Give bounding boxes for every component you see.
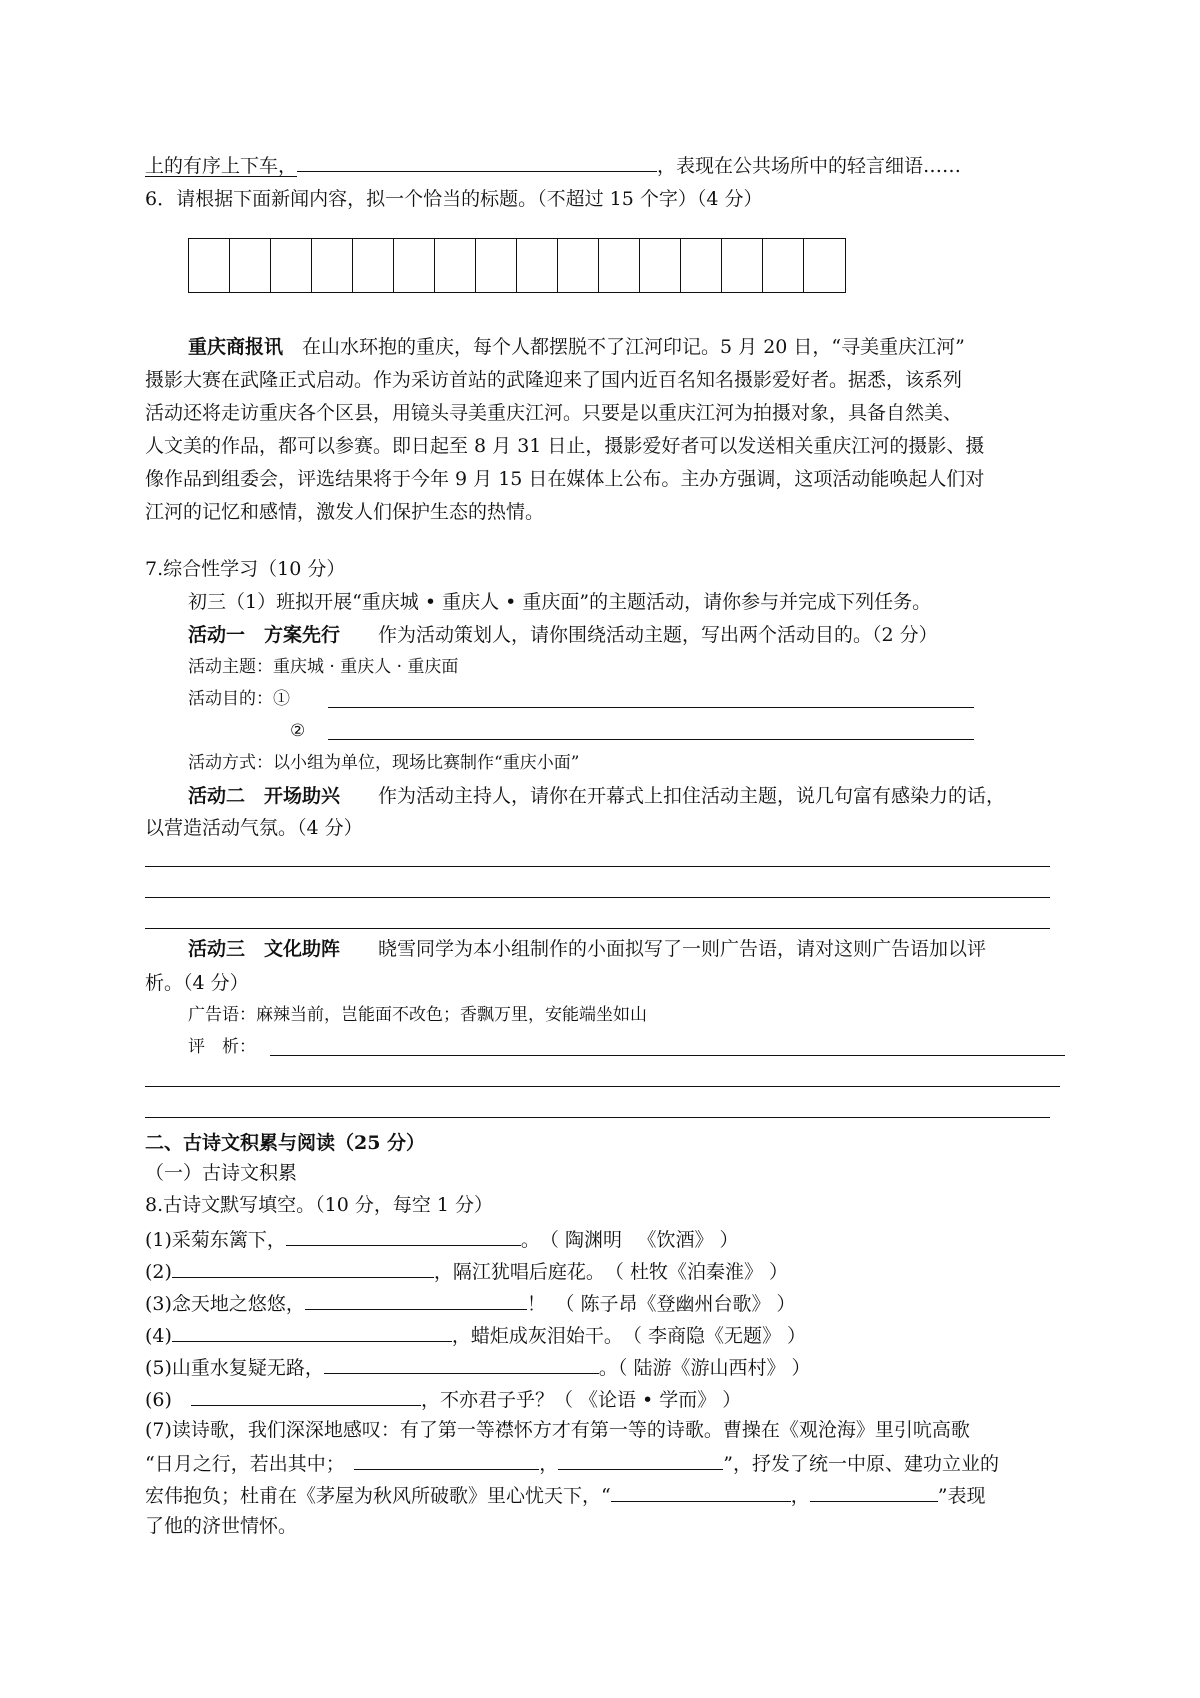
poem-blank-3[interactable] — [305, 1289, 527, 1310]
grid-cell[interactable] — [640, 239, 681, 292]
section-2-title: 二、古诗文积累与阅读（25 分） — [145, 1132, 426, 1154]
q5-tail-line — [145, 151, 961, 179]
q5-tail-end: ，表现在公共场所中的轻言细语…… — [657, 155, 962, 177]
act2-answer-line-3[interactable] — [145, 928, 1050, 929]
poem-item-5: (5)山重水复疑无路， 。（ 陆游《游山西村》 ） — [145, 1353, 811, 1381]
poem-blank-7b[interactable] — [558, 1449, 723, 1470]
review-blank-1[interactable] — [270, 1055, 1065, 1056]
purpose-1-blank[interactable] — [328, 707, 974, 708]
headline-grid[interactable] — [188, 238, 846, 293]
news-line-4: 人文美的作品，都可以参赛。即日起至 8 月 31 日止，摄影爱好者可以发送相关重庆江河的摄影、摄 — [145, 435, 985, 457]
grid-cell[interactable] — [722, 239, 763, 292]
poem-blank-7c[interactable] — [611, 1481, 791, 1502]
review-blank-2[interactable] — [145, 1086, 1060, 1087]
poem-blank-2[interactable] — [172, 1257, 434, 1278]
poem-blank-6[interactable] — [191, 1385, 421, 1406]
q5-answer-blank[interactable] — [297, 151, 657, 172]
grid-cell[interactable] — [189, 239, 230, 292]
activity-1: 活动一 方案先行 作为活动策划人，请你围绕活动主题，写出两个活动目的。（2 分） — [188, 624, 938, 646]
news-source: 重庆商报讯 — [188, 336, 284, 358]
grid-cell[interactable] — [394, 239, 435, 292]
purpose-1-label: 活动目的：① — [188, 689, 290, 709]
grid-cell[interactable] — [599, 239, 640, 292]
grid-cell[interactable] — [312, 239, 353, 292]
poem-item-7-line-3: 宏伟抱负；杜甫在《茅屋为秋风所破歌》里心忧天下，“ ， ”表现 — [145, 1481, 985, 1509]
news-line-2: 摄影大赛在武隆正式启动。作为采访首站的武隆迎来了国内近百名知名摄影爱好者。据悉，该系列 — [145, 369, 963, 391]
q5-tail-start: 上的有序上下车， — [145, 155, 298, 177]
poem-item-7-line-4: 了他的济世情怀。 — [145, 1515, 298, 1537]
grid-cell[interactable] — [517, 239, 558, 292]
poem-blank-7a[interactable] — [354, 1449, 539, 1470]
act2-answer-line-1[interactable] — [145, 866, 1050, 867]
grid-cell[interactable] — [476, 239, 517, 292]
news-line-6: 江河的记忆和感情，激发人们保护生态的热情。 — [145, 501, 545, 523]
grid-cell[interactable] — [558, 239, 599, 292]
purpose-2-blank[interactable] — [328, 739, 974, 740]
review-blank-3[interactable] — [145, 1117, 1050, 1118]
grid-cell[interactable] — [353, 239, 394, 292]
grid-cell[interactable] — [681, 239, 722, 292]
poem-blank-7d[interactable] — [810, 1481, 938, 1502]
activity-3: 活动三 文化助阵 晓雪同学为本小组制作的小面拟写了一则广告语，请对这则广告语加以评 — [188, 938, 987, 960]
poem-blank-4[interactable] — [172, 1321, 452, 1342]
activity-theme: 活动主题：重庆城 · 重庆人 · 重庆面 — [188, 657, 459, 677]
section-2-sub: （一）古诗文积累 — [145, 1162, 298, 1184]
activity-2: 活动二 开场助兴 作为活动主持人，请你在开幕式上扣住活动主题，说几句富有感染力的话， — [188, 785, 1006, 807]
grid-cell[interactable] — [804, 239, 845, 292]
activity-method: 活动方式：以小组为单位，现场比赛制作“重庆小面” — [188, 753, 580, 773]
grid-cell[interactable] — [271, 239, 312, 292]
grid-cell[interactable] — [763, 239, 804, 292]
poem-item-4: (4) ，蜡炬成灰泪始干。 （ 李商隐《无题》 ） — [145, 1321, 806, 1349]
poem-item-1: (1)采菊东篱下， 。 （ 陶渊明 《饮酒》 ） — [145, 1225, 739, 1253]
grid-cell[interactable] — [230, 239, 271, 292]
poem-item-6: (6) ，不亦君子乎？（ 《论语 • 学而》 ） — [145, 1385, 741, 1413]
news-line-5: 像作品到组委会，评选结果将于今年 9 月 15 日在媒体上公布。主办方强调，这项活动能唤起人们对 — [145, 468, 985, 490]
activity-2-cont: 以营造活动气氛。（4 分） — [145, 817, 363, 839]
poem-item-7-line-1: (7)读诗歌，我们深深地感叹：有了第一等襟怀方才有第一等的诗歌。曹操在《观沧海》里引吭高歌 — [145, 1419, 970, 1441]
purpose-2-label: ② — [290, 721, 306, 741]
act2-answer-line-2[interactable] — [145, 897, 1050, 898]
poem-item-2: (2) ，隔江犹唱后庭花。 （ 杜牧《泊秦淮》 ） — [145, 1257, 788, 1285]
q7-intro: 初三（1）班拟开展“重庆城 • 重庆人 • 重庆面”的主题活动，请你参与并完成下列任务。 — [188, 591, 932, 613]
poem-blank-1[interactable] — [286, 1225, 521, 1246]
ad-slogan: 广告语：麻辣当前，岂能面不改色；香飘万里，安能端坐如山 — [188, 1005, 647, 1025]
grid-cell[interactable] — [435, 239, 476, 292]
news-line-1: 重庆商报讯 在山水环抱的重庆，每个人都摆脱不了江河印记。5 月 20 日，“寻美重庆江河” — [188, 336, 965, 358]
poem-blank-5[interactable] — [324, 1353, 599, 1374]
poem-item-3: (3)念天地之悠悠， ！ （ 陈子昂《登幽州台歌》 ） — [145, 1289, 796, 1317]
poem-item-7-line-2: “日月之行，若出其中； ， ”，抒发了统一中原、建功立业的 — [145, 1449, 999, 1477]
activity-3-cont: 析。（4 分） — [145, 972, 249, 994]
q8-prompt: 8.古诗文默写填空。（10 分，每空 1 分） — [145, 1194, 494, 1216]
news-line-3: 活动还将走访重庆各个区县，用镜头寻美重庆江河。只要是以重庆江河为拍摄对象，具备自然美、 — [145, 402, 963, 424]
q6-prompt: 6．请根据下面新闻内容，拟一个恰当的标题。（不超过 15 个字）（4 分） — [145, 188, 763, 210]
q7-title: 7.综合性学习（10 分） — [145, 558, 346, 580]
review-label: 评 析： — [188, 1037, 256, 1057]
